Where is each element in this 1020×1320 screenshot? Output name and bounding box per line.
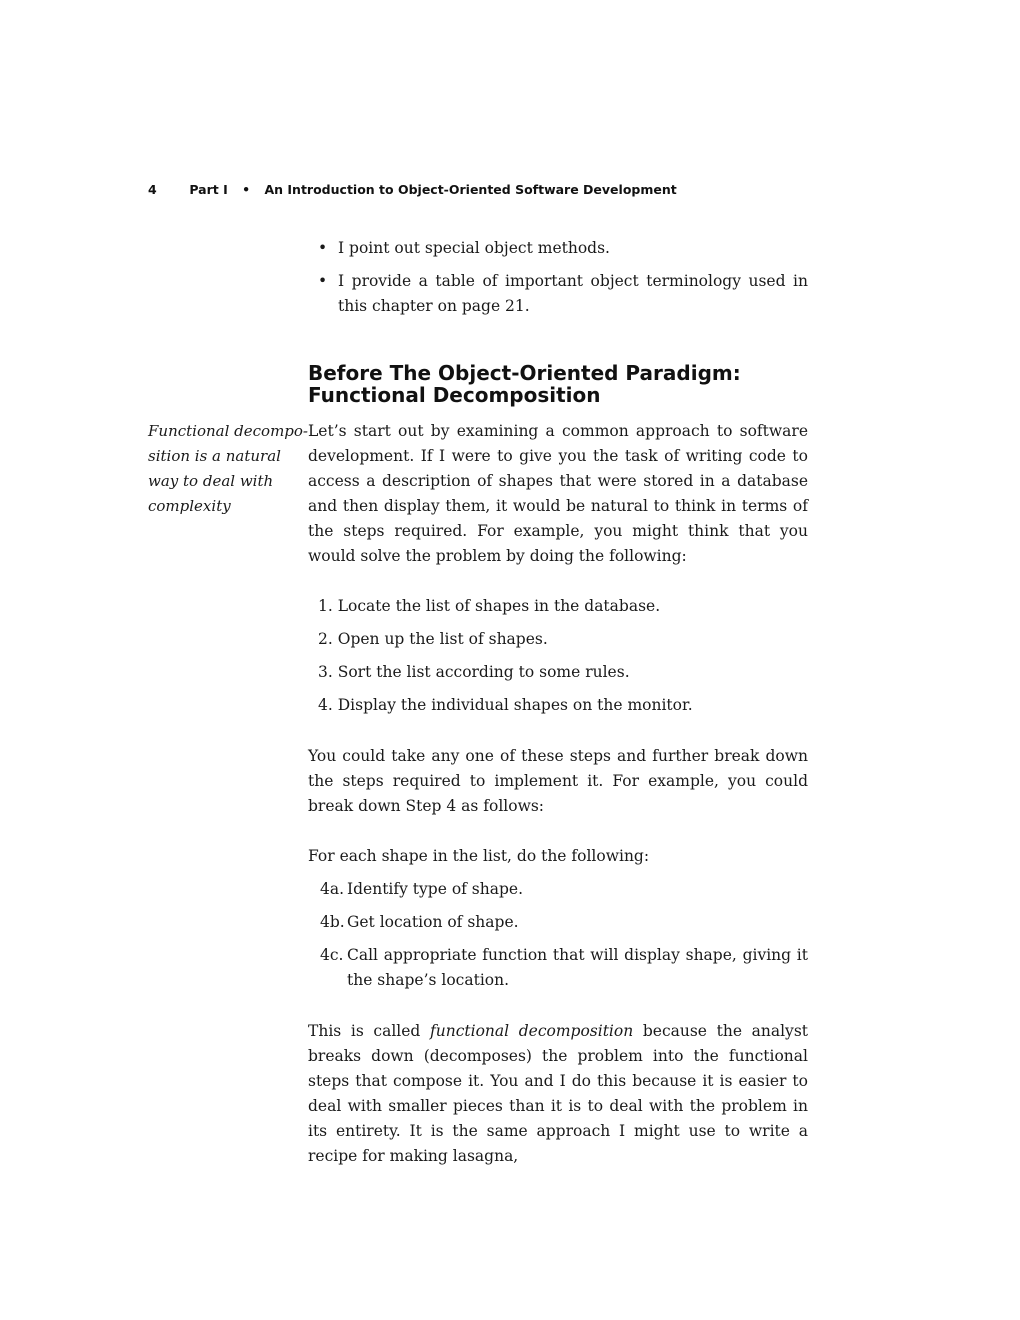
paragraph-breakdown: You could take any one of these steps and further break down the steps required to implement it. For example, you could break down Step 4 as follows:: [308, 747, 808, 815]
step-text: Locate the list of shapes in the database.: [337, 597, 661, 615]
margin-note-line: sition is a natural: [148, 447, 281, 465]
part-label: Part I: [189, 182, 228, 197]
bullet-mark: •: [318, 239, 328, 257]
paragraph-functional-decomposition: [308, 1019, 808, 1169]
step-text: Sort the list according to some rules.: [337, 663, 630, 681]
bullet-text: I provide a table of important object terminology used in this chapter on page 21.: [338, 272, 808, 315]
margin-note-line: way to deal with: [148, 472, 274, 490]
substep-text: Identify type of shape.: [347, 880, 524, 898]
list-item: [318, 627, 808, 652]
list-item: [318, 693, 808, 718]
bullet-mark: •: [318, 272, 328, 290]
substep-number: 4c.: [320, 946, 344, 964]
substep-number: 4a.: [320, 880, 345, 898]
list-item: [320, 910, 808, 935]
margin-note: [148, 419, 308, 519]
margin-note-line: Functional decompo-: [148, 422, 308, 440]
section-heading-line-2: Functional Decomposition: [308, 383, 601, 407]
step-number: 1.: [318, 597, 333, 615]
steps-list: [318, 594, 808, 726]
section-heading: [308, 362, 808, 406]
step-text: Open up the list of shapes.: [337, 630, 548, 648]
list-item: [320, 943, 808, 993]
list-item: [318, 594, 808, 619]
bullet-text: I point out special object methods.: [338, 239, 610, 257]
intro-bullet-list: [318, 236, 808, 327]
header-separator: •: [242, 182, 251, 197]
margin-note-line: complexity: [148, 497, 231, 515]
step-number: 3.: [318, 663, 333, 681]
book-title: An Introduction to Object-Oriented Software Development: [264, 182, 677, 197]
substep-number: 4b.: [320, 913, 345, 931]
page-number: 4: [148, 182, 157, 197]
list-item: [318, 236, 808, 261]
list-item: [318, 269, 808, 319]
running-header: [148, 180, 848, 200]
substeps-list: [320, 877, 808, 1001]
substep-text: Get location of shape.: [347, 913, 519, 931]
paragraph-text: because the analyst breaks down (decomposes) the problem into the functional steps that compose it. You and I do this because it is easier to deal with smaller pieces than it is to deal with the problem in its entirety. It is the same approach I might use to write a recipe for making lasagna,: [308, 1022, 808, 1165]
step-number: 2.: [318, 630, 333, 648]
paragraph-intro: Let’s start out by examining a common approach to software development. If I were to give you the task of writing code to access a description of shapes that were stored in a database and then display them, it would be natural to think in terms of the steps required. For example, you might think that you would solve the problem by doing the following:: [308, 422, 808, 565]
step-text: Display the individual shapes on the monitor.: [337, 696, 693, 714]
paragraph-text: This is called: [308, 1022, 430, 1040]
list-item: [320, 877, 808, 902]
substep-text: Call appropriate function that will display shape, giving it the shape’s location.: [347, 946, 808, 989]
section-heading-line-1: Before The Object-Oriented Paradigm:: [308, 361, 741, 385]
emphasis-term: functional decomposition: [430, 1022, 634, 1040]
paragraph-for-each: For each shape in the list, do the following:: [308, 847, 650, 865]
list-item: [318, 660, 808, 685]
step-number: 4.: [318, 696, 333, 714]
